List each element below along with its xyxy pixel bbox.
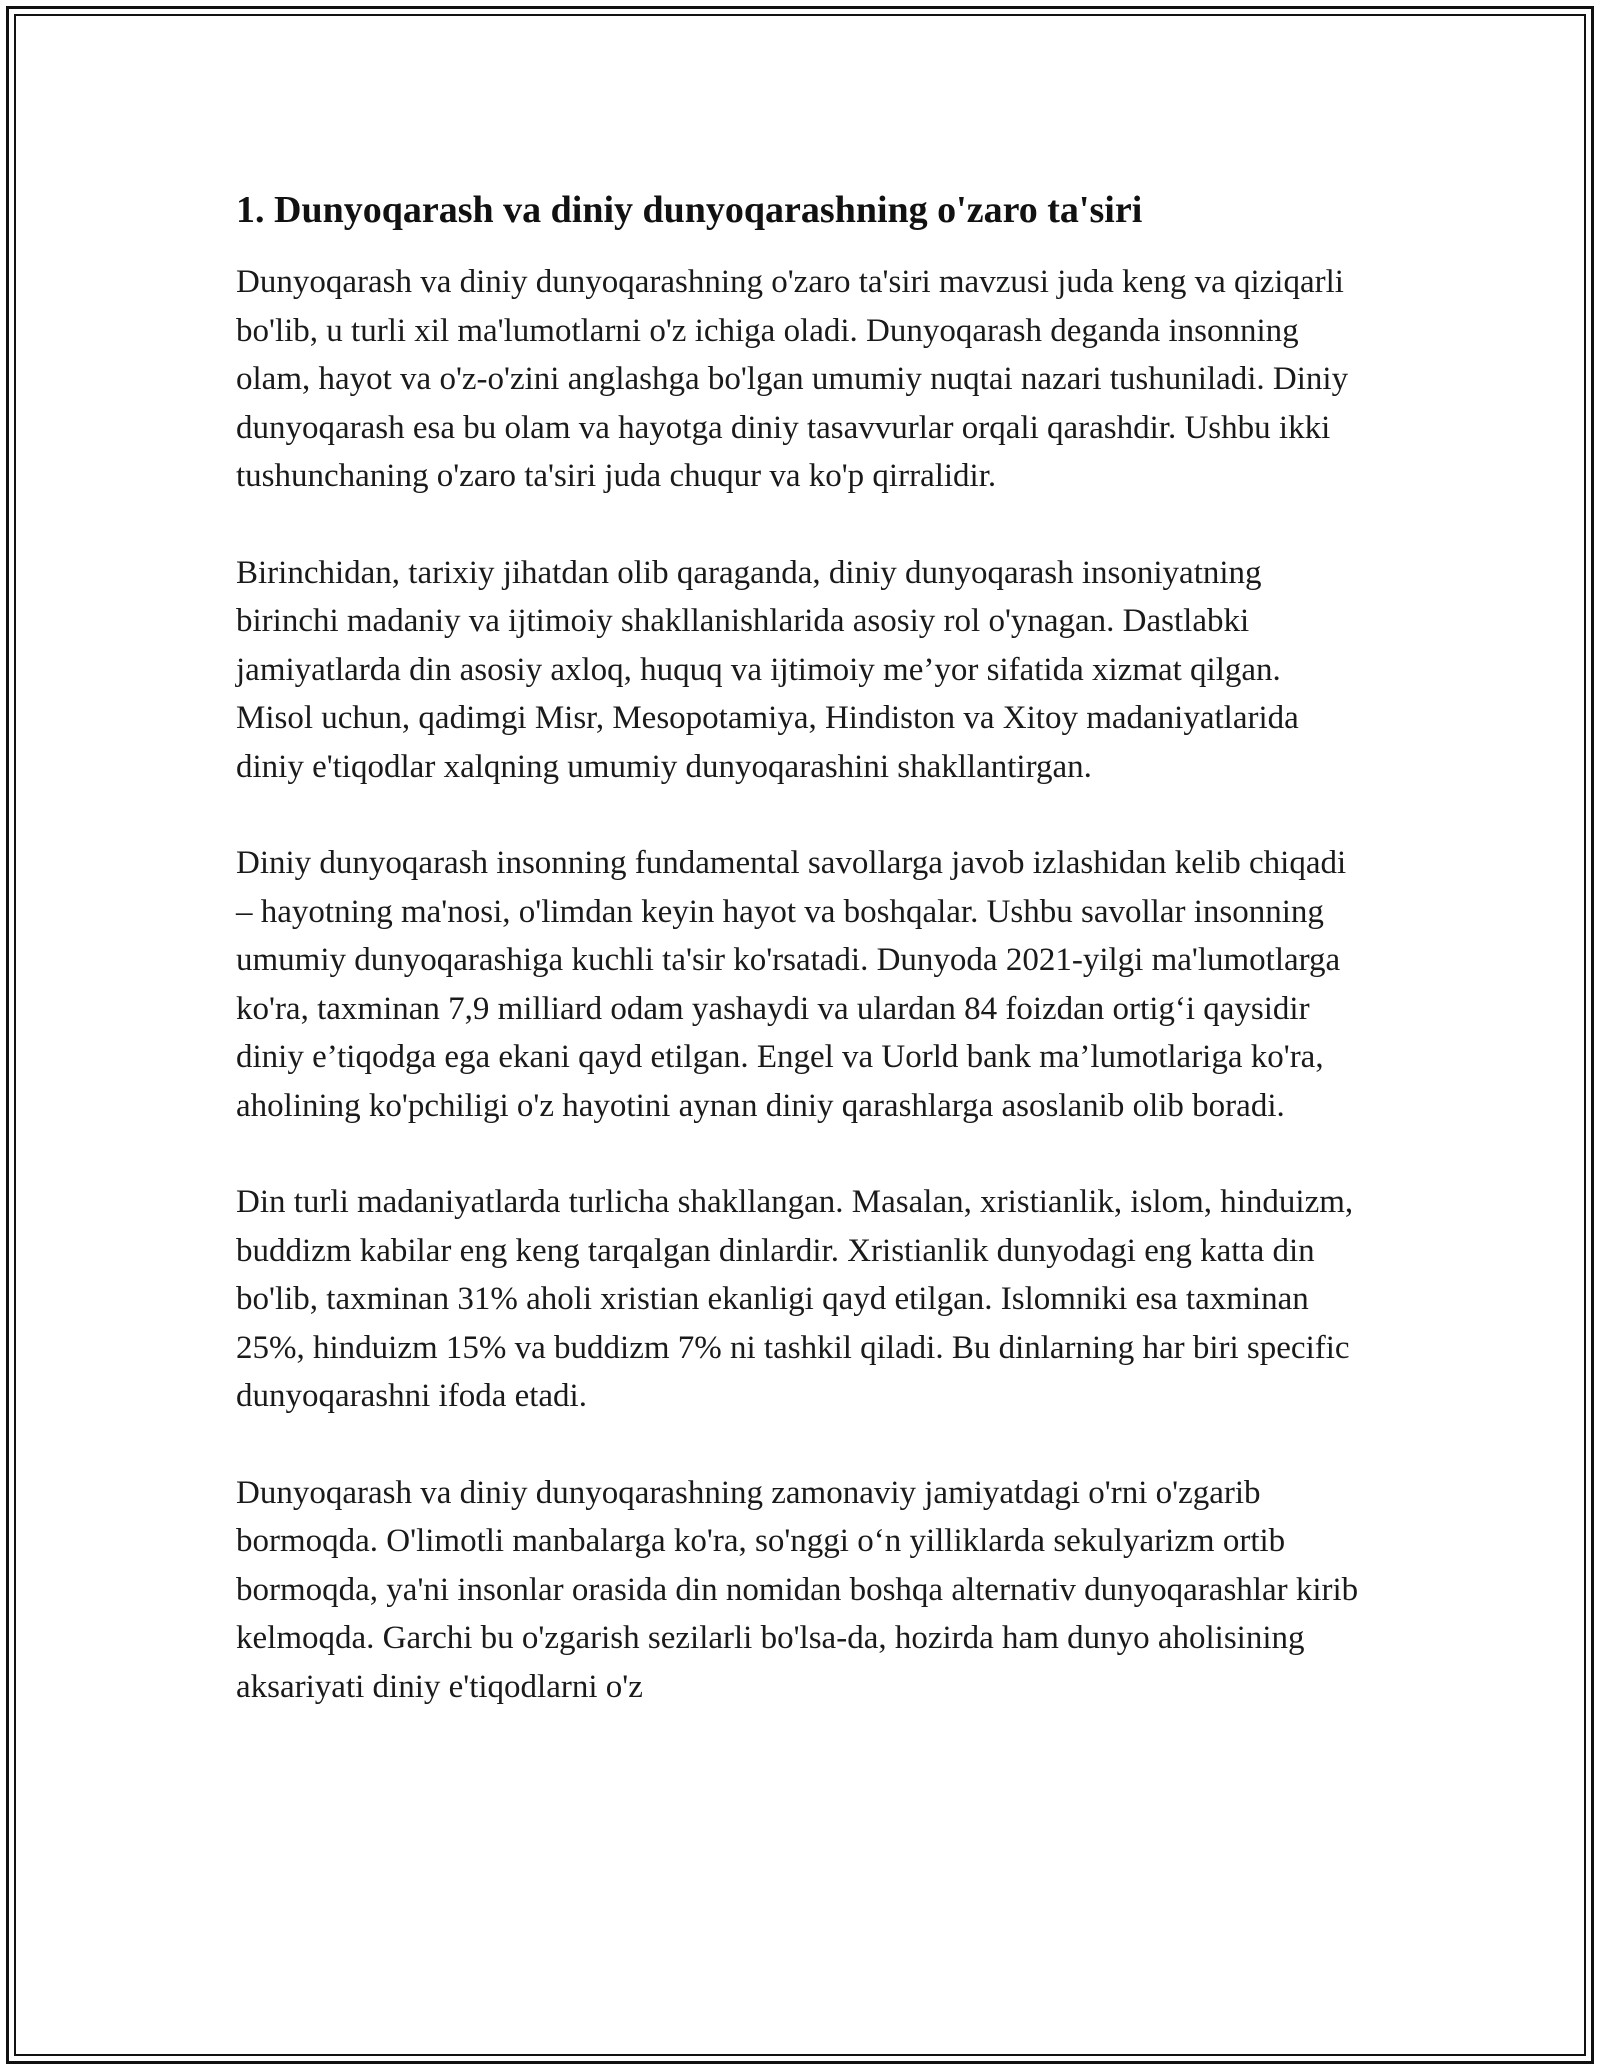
paragraph-2: Birinchidan, tarixiy jihatdan olib qaraganda, diniy dunyoqarash insoniyatning birinchi madaniy va ijtimoiy shakllanishlarida asosiy rol o'ynagan. Dastlabki jamiyatlarda din asosiy axloq, huquq va ijtimoiy me’yor sifatida xizmat qilgan. Misol uchun, qadimgi Misr, Mesopotamiya, Hindiston va Xitoy madaniyatlarida diniy e'tiqodlar xalqning umumiy dunyoqarashini shakllantirgan.: [236, 554, 1299, 785]
document-body: [236, 186, 1366, 1711]
paragraph-4: Din turli madaniyatlarda turlicha shakllangan. Masalan, xristianlik, islom, hinduizm, buddizm kabilar eng keng tarqalgan dinlardir. Xristianlik dunyodagi eng katta din bo'lib, taxminan 31% aholi xristian ekanligi qayd etilgan. Islomniki esa taxminan 25%, hinduizm 15% va buddizm 7% ni tashkil qiladi. Bu dinlarning har biri specific dunyoqarashni ifoda etadi.: [236, 1184, 1354, 1414]
paragraph-3: Diniy dunyoqarash insonning fundamental savollarga javob izlashidan kelib chiqadi – hayotning ma'nosi, o'limdan keyin hayot va boshqalar. Ushbu savollar insonning umumiy dunyoqarashiga kuchli ta'sir ko'rsatadi. Dunyoda 2021-yilgi ma'lumotlarga ko'ra, taxminan 7,9 milliard odam yashaydi va ulardan 84 foizdan ortig‘i qaysidir diniy e’tiqodga ega ekani qayd etilgan. Engel va Uorld bank ma’lumotlariga ko'ra, aholining ko'pchiligi o'z hayotini aynan diniy qarashlarga asoslanib olib boradi.: [236, 845, 1347, 1124]
paragraph-5: Dunyoqarash va diniy dunyoqarashning zamonaviy jamiyatdagi o'rni o'zgarib bormoqda. O'limotli manbalarga ko'ra, so'nggi o‘n yilliklarda sekulyarizm ortib bormoqda, ya'ni insonlar orasida din nomidan boshqa alternativ dunyoqarashlar kirib kelmoqda. Garchi bu o'zgarish sezilarli bo'lsa-da, hozirda ham dunyo aholisining aksariyati diniy e'tiqodlarni o'z: [236, 1474, 1359, 1705]
paragraph-1: Dunyoqarash va diniy dunyoqarashning o'zaro ta'siri mavzusi juda keng va qiziqarli bo'lib, u turli xil ma'lumotlarni o'z ichiga oladi. Dunyoqarash deganda insonning olam, hayot va o'z-o'zini anglashga bo'lgan umumiy nuqtai nazari tushuniladi. Diniy dunyoqarash esa bu olam va hayotga diniy tasavvurlar orqali qarashdir. Ushbu ikki tushunchaning o'zaro ta'siri juda chuqur va ko'p qirralidir.: [236, 264, 1349, 494]
document-title: 1. Dunyoqarash va diniy dunyoqarashning o'zaro ta'siri: [236, 189, 1143, 231]
